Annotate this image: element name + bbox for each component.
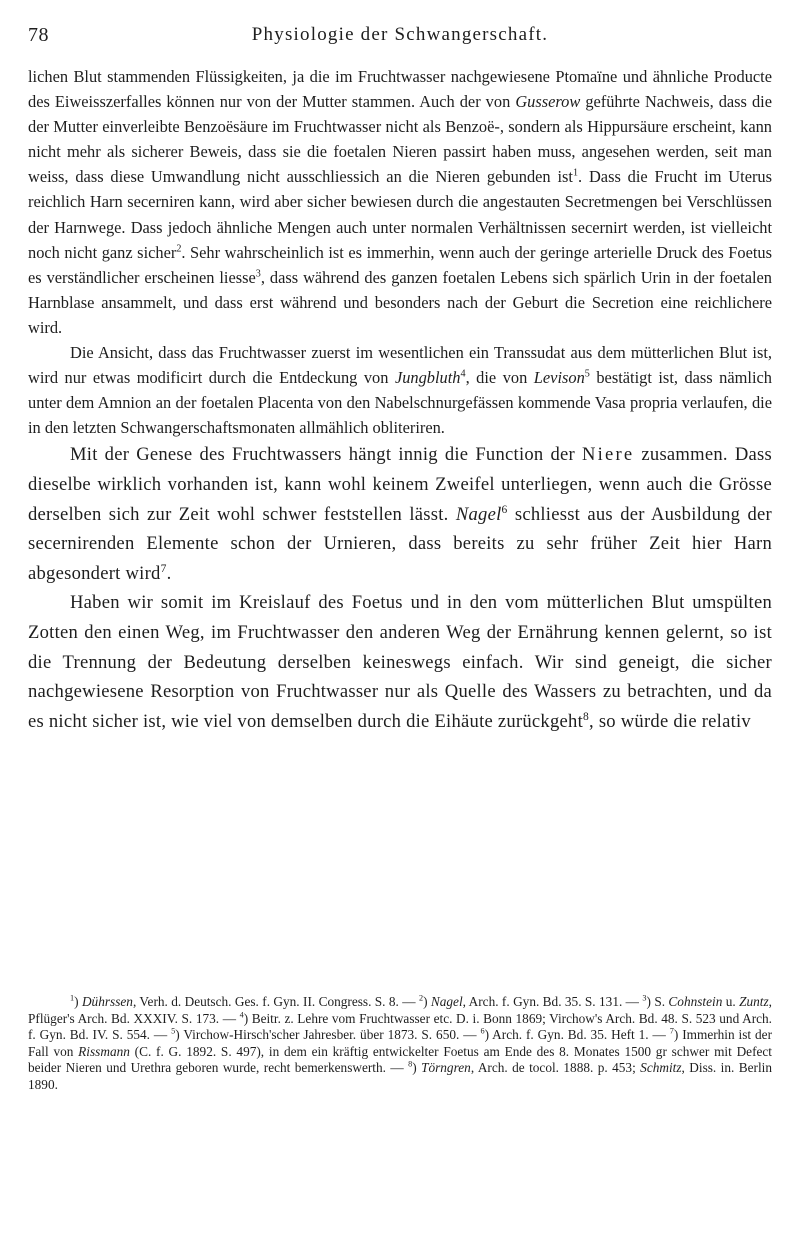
author-name: Nagel [455,503,502,525]
emphasis-term: Niere [582,444,635,466]
footnote-ref: 1 [572,167,579,179]
footnotes [28,994,772,1093]
footnote-ref: 2 [176,243,182,255]
running-title: Physiologie der Schwangerschaft. [251,24,549,45]
footnote-ref: 4 [460,368,466,380]
paragraph-2: Die Ansicht, dass das Fruchtwasser zuerst im wesentlichen ein Transsudat aus dem mütterlichen Blut ist, wird nur etwas modificirt durch die Entdeckung von Jungbluth$^4$, die von Levison$^5$ bestätigt ist, dass nämlich unter dem Amnion an der foetalen Placenta von den Nabelschnurgefässen kommende Vasa propria verlaufen, die in den letzten Schwangerschaftsmonaten allmählich obliteriren. [28,343,772,438]
footnote-block: $^1$) Dührssen, Verh. d. Deutsch. Ges. f. Gyn. II. Congress. S. 8. — $^2$) Nagel, Arch. f. Gyn. Bd. 35. S. 131. — $^3$) S. Cohnstein u. Zuntz, Pflüger's Arch. Bd. XXXIV. S. 173. — $^4$) Beitr. z. Lehre vom Fruchtwasser etc. D. i. Bonn 1869; Virchow's Arch. Bd. 48. S. 523 und Arch. f. Gyn. Bd. IV. S. 554. — $^5$) Virchow-Hirsch'scher Jahresber. über 1873. S. 650. — $^6$) Arch. f. Gyn. Bd. 35. Heft 1. — $^7$) Immerhin ist der Fall von Rissmann (C. f. G. 1892. S. 497), in dem ein kräftig entwickelter Foetus am Ende des 8. Monates 1500 gr schwer mit Defect beider Nieren und Urethra geboren wurde, recht bemerkenswerth. — $^8$) Törngren, Arch. de tocol. 1888. p. 453; Schmitz, Diss. in. Berlin 1890. [28,993,773,1092]
footnote-ref: 3 [255,268,261,280]
author-name: Levison [533,368,585,388]
paragraph-1: lichen Blut stammenden Flüssigkeiten, ja die im Fruchtwasser nachgewiesene Ptomaïne und ähnliche Producte des Eiweisszerfalles können nur von der Mutter stammen. Auch der von Gusserow geführte Nachweis, dass die der Mutter einverleibte Benzoësäure im Fruchtwasser nicht als Benzoë-, sondern als Hippursäure erscheint, kann nicht mehr als sicherer Beweis, dass sie die foetalen Nieren passirt haben muss, angesehen werden, seit man weiss, dass diese Umwandlung nicht ausschliessich an die Nieren gebunden ist$^1$. Dass die Frucht im Uterus reichlich Harn secerniren kann, wird aber sicher bewiesen durch die angestauten Secretmengen bei Verschlüssen der Harnwege. Dass jedoch ähnliche Mengen auch unter normalen Verhältnissen secernirt werden, ist vielleicht noch nicht ganz sicher$^2$. Sehr wahrscheinlich ist es immerhin, wenn auch der geringe arterielle Druck des Foetus es verständlicher erscheinen liesse$^3$, dass während des ganzen foetalen Lebens sich spärlich Urin in der foetalen Harnblase ansammelt, und dass erst während und besonders nach der Geburt die Secretion eine reichlichere wird. [28,67,773,337]
page-number: 78 [28,24,49,46]
footnote-ref: 5 [584,368,590,380]
paragraph-4: Haben wir somit im Kreislauf des Foetus und in den vom mütterlichen Blut umspülten Zotten den einen Weg, im Fruchtwasser den anderen Weg der Ernährung kennen gelernt, so ist die Trennung der Bedeutung derselben keineswegs einfach. Wir sind geneigt, die sicher nachgewiesene Resorption von Fruchtwasser nur als Quelle des Wassers zu betrachten, und da es nicht sicher ist, wie viel von demselben durch die Eihäute zurückgeht$^8$, so würde die relativ [28,592,772,732]
author-name: Gusserow [515,92,581,112]
footnote-ref: 8 [583,710,590,723]
page-header [28,24,772,54]
author-name: Jungbluth [394,368,461,388]
footnote-ref: 6 [501,503,508,516]
footnote-ref: 7 [160,562,167,575]
paragraph-3: Mit der Genese des Fruchtwassers hängt innig die Function der Niere zusammen. Dass dieselbe wirklich vorhanden ist, kann wohl keinem Zweifel unterliegen, wenn auch die Grösse derselben sich zur Zeit wohl schwer feststellen lässt. Nagel$^6$ schliesst aus der Ausbildung der secernirenden Elemente schon der Urnieren, dass bereits zu sehr früher Zeit hier Harn abgesondert wird$^7$. [28,444,773,584]
main-text [28,64,772,736]
